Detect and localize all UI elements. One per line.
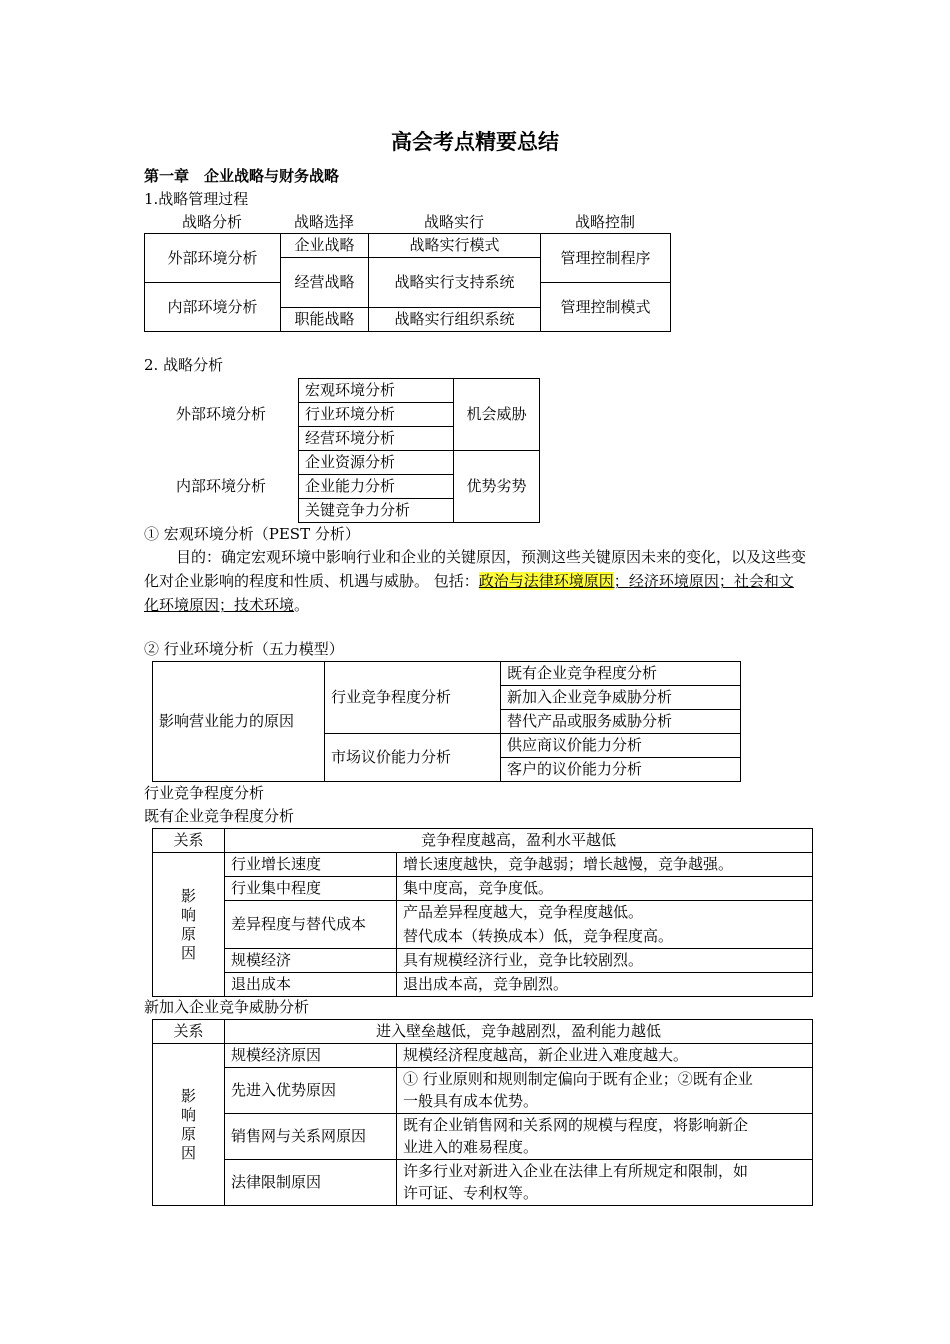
factor-name: 行业集中程度 <box>225 877 397 901</box>
external-env-label: 外部环境分析 <box>176 405 267 423</box>
factor-desc: 增长速度越快，竞争越弱；增长越慢，竞争越强。 <box>397 853 813 877</box>
section1-heading: 1.战略管理过程 <box>144 190 249 208</box>
external-item: 经营环境分析 <box>299 427 454 451</box>
factor-name: 销售网与关系网原因 <box>225 1114 397 1160</box>
pest-highlight: 政治与法律环境原因 <box>478 572 614 590</box>
relation-label: 关系 <box>153 829 225 853</box>
factor-name: 规模经济 <box>225 949 397 973</box>
process-column-headers <box>144 211 670 233</box>
five-forces-item: 新加入企业竞争威胁分析 <box>501 686 741 710</box>
factor-side-label: 影 响 原 因 <box>153 853 225 997</box>
five-forces-item: 供应商议价能力分析 <box>501 734 741 758</box>
col-header-analysis: 战略分析 <box>181 212 242 231</box>
factor-desc: 替代成本（转换成本）低，竞争程度高。 <box>397 925 813 949</box>
pest-end: 。 <box>294 596 310 614</box>
internal-item: 企业资源分析 <box>299 451 454 475</box>
strategy-process-table <box>144 233 671 332</box>
factor-name: 先进入优势原因 <box>225 1068 397 1114</box>
factor-name: 退出成本 <box>225 973 397 997</box>
five-forces-group2: 市场议价能力分析 <box>325 734 501 782</box>
five-forces-table <box>152 661 741 782</box>
external-item: 行业环境分析 <box>299 403 454 427</box>
relation-value: 进入壁垒越低，竞争越剧烈，盈利能力越低 <box>225 1020 813 1044</box>
factor-desc: 许可证、专利权等。 <box>397 1183 813 1206</box>
internal-item: 企业能力分析 <box>299 475 454 499</box>
external-item: 宏观环境分析 <box>299 379 454 403</box>
factor-desc: 许多行业对新进入企业在法律上有所规定和限制，如 <box>397 1160 813 1183</box>
section2-heading: 2. 战略分析 <box>144 356 224 374</box>
five-forces-item: 替代产品或服务威胁分析 <box>501 710 741 734</box>
impl-support: 战略实行支持系统 <box>369 258 541 308</box>
factor-name: 法律限制原因 <box>225 1160 397 1206</box>
pest-heading: ① 宏观环境分析（PEST 分析） <box>144 525 360 543</box>
choice-business: 经营战略 <box>281 258 369 308</box>
five-forces-root: 影响营业能力的原因 <box>153 662 325 782</box>
col-header-control: 战略控制 <box>574 212 635 231</box>
factor-desc: 一般具有成本优势。 <box>397 1091 813 1114</box>
analysis-internal: 内部环境分析 <box>145 283 281 332</box>
page-title: 高会考点精要总结 <box>391 129 559 154</box>
opportunity-threat: 机会威胁 <box>454 379 540 451</box>
new-entry-table <box>152 1019 813 1206</box>
impl-mode: 战略实行模式 <box>369 234 541 258</box>
internal-item: 关键竞争力分析 <box>299 499 454 523</box>
five-forces-group1: 行业竞争程度分析 <box>325 662 501 734</box>
col-header-implementation: 战略实行 <box>423 212 484 231</box>
factor-desc: ① 行业原则和规则制定偏向于既有企业；②既有企业 <box>397 1068 813 1091</box>
industry-competition-heading: 行业竞争程度分析 <box>144 784 265 802</box>
factor-desc: 产品差异程度越大，竞争程度越低。 <box>397 901 813 925</box>
existing-competition-table <box>152 828 813 997</box>
factor-desc: 退出成本高，竞争剧烈。 <box>397 973 813 997</box>
col-header-choice: 战略选择 <box>293 212 354 231</box>
choice-corporate: 企业战略 <box>281 234 369 258</box>
pest-text: 目的：确定宏观环境中影响行业和企业的关键原因，预测这些关键原因未来的变化，以及这些变化对企业影响的程度和性质、机遇与威胁。 包括： <box>144 548 807 590</box>
strength-weakness: 优势劣势 <box>454 451 540 523</box>
factor-name: 行业增长速度 <box>225 853 397 877</box>
impl-organization: 战略实行组织系统 <box>369 308 541 332</box>
relation-value: 竞争程度越高，盈利水平越低 <box>225 829 813 853</box>
five-forces-heading: ② 行业环境分析（五力模型） <box>144 640 344 658</box>
factor-desc: 业进入的难易程度。 <box>397 1137 813 1160</box>
relation-label: 关系 <box>153 1020 225 1044</box>
factor-desc: 规模经济程度越高，新企业进入难度越大。 <box>397 1044 813 1068</box>
internal-env-label: 内部环境分析 <box>176 477 267 495</box>
factor-desc: 既有企业销售网和关系网的规模与程度，将影响新企 <box>397 1114 813 1137</box>
chapter-heading: 第一章 企业战略与财务战略 <box>144 167 340 185</box>
five-forces-item: 客户的议价能力分析 <box>501 758 741 782</box>
newentry-heading: 新加入企业竞争威胁分析 <box>144 998 310 1016</box>
five-forces-item: 既有企业竞争程度分析 <box>501 662 741 686</box>
existing-heading: 既有企业竞争程度分析 <box>144 807 295 825</box>
factor-desc: 具有规模经济行业，竞争比较剧烈。 <box>397 949 813 973</box>
factor-name: 差异程度与替代成本 <box>225 901 397 949</box>
factor-name: 规模经济原因 <box>225 1044 397 1068</box>
pest-paragraph <box>144 545 808 617</box>
factor-side-label: 影 响 原 因 <box>153 1044 225 1206</box>
choice-functional: 职能战略 <box>281 308 369 332</box>
factor-desc: 集中度高，竞争度低。 <box>397 877 813 901</box>
pest-separator: ； <box>613 572 629 590</box>
strategy-analysis-table <box>298 378 540 523</box>
analysis-external: 外部环境分析 <box>145 234 281 283</box>
control-procedure: 管理控制程序 <box>541 234 671 283</box>
pest-underlined: 经济环境原因；社会和文化环境原因；技术环境 <box>144 572 794 614</box>
control-mode: 管理控制模式 <box>541 283 671 332</box>
